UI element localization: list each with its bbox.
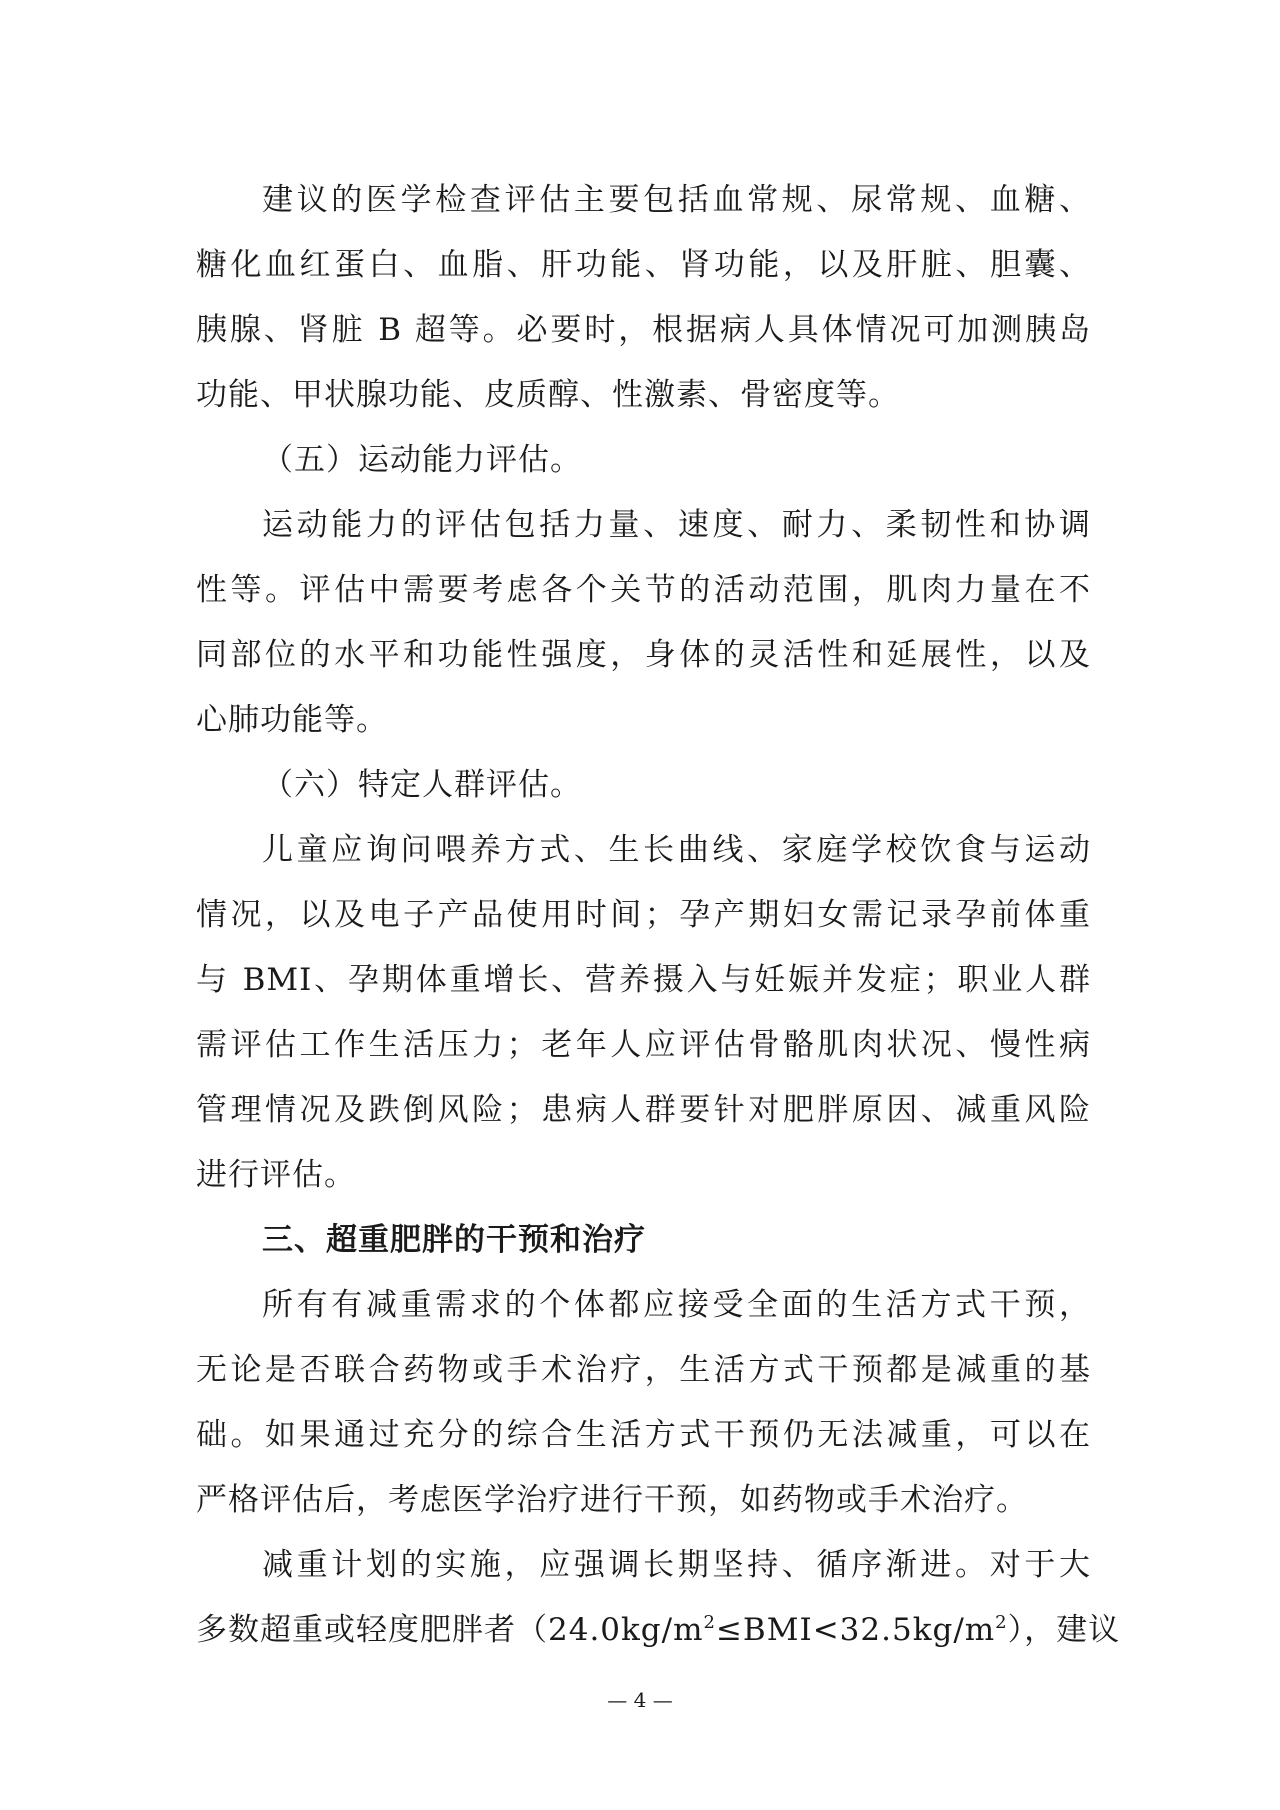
text-line: 运动能力的评估包括力量、速度、耐力、柔韧性和协调 [262,507,1091,543]
text-line: 进行评估。 [196,1157,356,1193]
text-line: 情况，以及电子产品使用时间；孕产期妇女需记录孕前体重 [196,897,1091,933]
page-number: — 4 — [607,1688,673,1712]
subsection-heading: （五）运动能力评估。 [262,442,582,478]
bmi-text-middle: ≤BMI<32.5kg/m [715,1612,996,1648]
text-line: 管理情况及跌倒风险；患病人群要针对肥胖原因、减重风险 [196,1092,1091,1128]
text-line: 性等。评估中需要考虑各个关节的活动范围，肌肉力量在不 [196,572,1091,608]
text-line: 础。如果通过充分的综合生活方式干预仍无法减重，可以在 [196,1417,1091,1453]
text-line: 胰腺、肾脏 B 超等。必要时，根据病人具体情况可加测胰岛 [196,312,1091,348]
text-line: 同部位的水平和功能性强度，身体的灵活性和延展性，以及 [196,637,1091,673]
subsection-heading: （六）特定人群评估。 [262,767,582,803]
text-line: 需评估工作生活压力；老年人应评估骨骼肌肉状况、慢性病 [196,1027,1091,1063]
text-line: 心肺功能等。 [196,702,388,738]
bmi-text-after: ），建议 [1007,1612,1121,1648]
bmi-text-before: 多数超重或轻度肥胖者（24.0kg/m [196,1612,704,1648]
text-line: 严格评估后，考虑医学治疗进行干预，如药物或手术治疗。 [196,1482,1028,1518]
text-line: 减重计划的实施，应强调长期坚持、循序渐进。对于大 [262,1547,1091,1583]
section-heading: 三、超重肥胖的干预和治疗 [262,1222,646,1258]
text-line: 无论是否联合药物或手术治疗，生活方式干预都是减重的基 [196,1352,1091,1388]
document-body [196,168,1121,1663]
text-line: 糖化血红蛋白、血脂、肝功能、肾功能，以及肝脏、胆囊、 [196,247,1091,283]
text-line: 与 BMI、孕期体重增长、营养摄入与妊娠并发症；职业人群 [196,962,1091,998]
text-line: 所有有减重需求的个体都应接受全面的生活方式干预， [262,1287,1091,1323]
text-line: 建议的医学检查评估主要包括血常规、尿常规、血糖、 [262,182,1091,218]
text-line: 功能、甲状腺功能、皮质醇、性激素、骨密度等。 [196,377,900,413]
superscript-2: 2 [995,1612,1008,1633]
text-line-bmi-range [196,1598,1121,1663]
superscript-2: 2 [703,1612,716,1633]
text-line: 儿童应询问喂养方式、生长曲线、家庭学校饮食与运动 [262,832,1091,868]
